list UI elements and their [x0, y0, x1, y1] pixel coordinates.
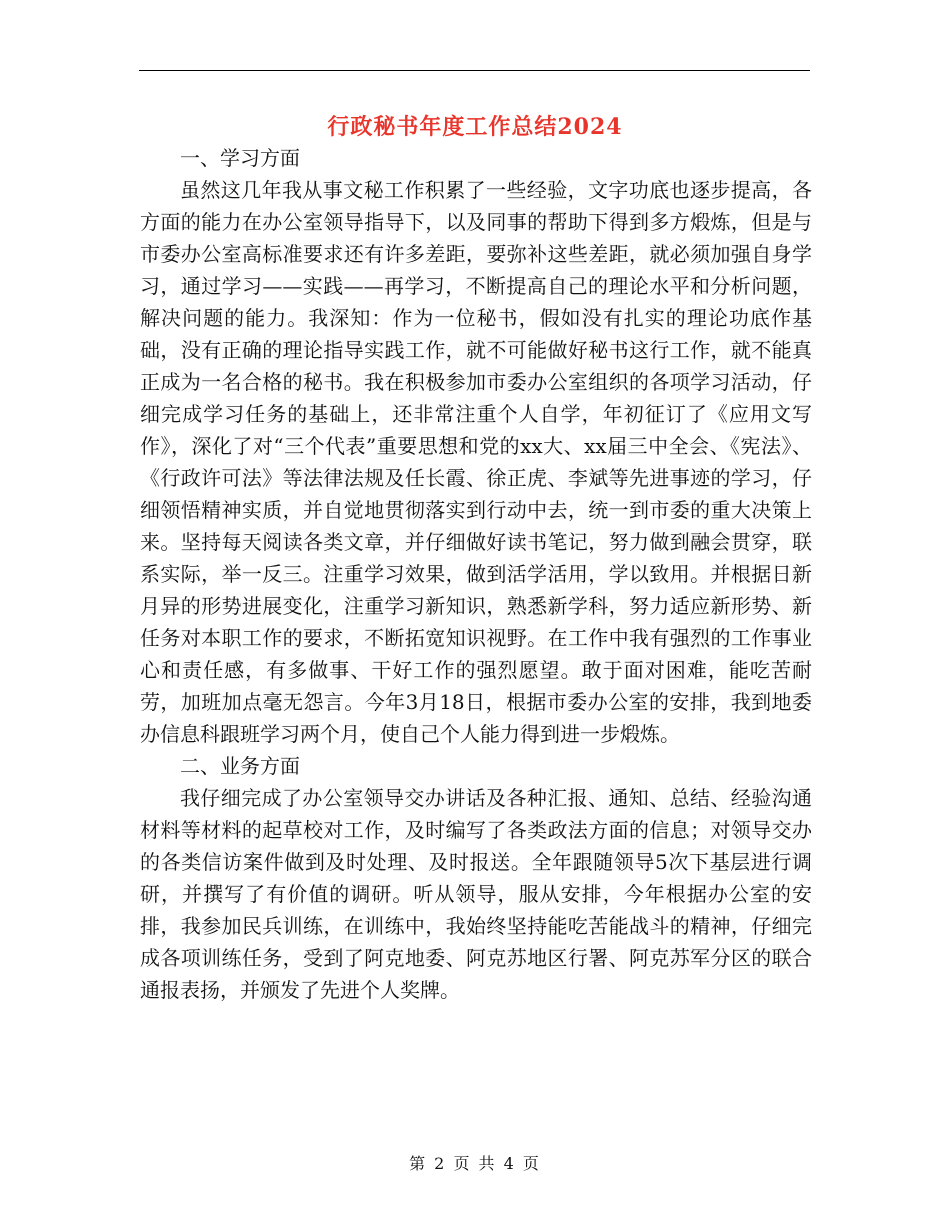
document-body	[140, 142, 812, 1006]
section-heading-business: 二、业务方面	[180, 754, 300, 778]
section-paragraph-business: 我仔细完成了办公室领导交办讲话及各种汇报、通知、总结、经验沟通材料等材料的起草校对工作，及时编写了各类政法方面的信息；对领导交办的各类信访案件做到及时处理、及时报送。全年跟随领导5次下基层进行调研，并撰写了有价值的调研。听从领导，服从安排，今年根据办公室的安排，我参加民兵训练，在训练中，我始终坚持能吃苦能战斗的精神，仔细完成各项训练任务，受到了阿克地委、阿克苏地区行署、阿克苏军分区的联合通报表扬，并颁发了先进个人奖牌。	[140, 786, 812, 1002]
document-title: 行政秘书年度工作总结2024	[327, 114, 623, 140]
section-paragraph-study: 虽然这几年我从事文秘工作积累了一些经验，文字功底也逐步提高，各方面的能力在办公室领导指导下，以及同事的帮助下得到多方煅炼，但是与市委办公室高标准要求还有许多差距，要弥补这些差距，就必须加强自身学习，通过学习——实践——再学习，不断提高自己的理论水平和分析问题，解决问题的能力。我深知：作为一位秘书，假如没有扎实的理论功底作基础，没有正确的理论指导实践工作，就不可能做好秘书这行工作，就不能真正成为一名合格的秘书。我在积极参加市委办公室组织的各项学习活动，仔细完成学习任务的基础上，还非常注重个人自学，年初征订了《应用文写作》，深化了对“三个代表”重要思想和党的xx大、xx届三中全会、《宪法》、《行政许可法》等法律法规及任长霞、徐正虎、李斌等先进事迹的学习，仔细领悟精神实质，并自觉地贯彻落实到行动中去，统一到市委的重大决策上来。坚持每天阅读各类文章，并仔细做好读书笔记，努力做到融会贯穿，联系实际，举一反三。注重学习效果，做到活学活用，学以致用。并根据日新月异的形势进展变化，注重学习新知识，熟悉新学科，努力适应新形势、新任务对本职工作的要求，不断拓宽知识视野。在工作中我有强烈的工作事业心和责任感，有多做事、干好工作的强烈愿望。敢于面对困难，能吃苦耐劳，加班加点毫无怨言。今年3月18日，根据市委办公室的安排，我到地委办信息科跟班学习两个月，使自己个人能力得到进一步煅炼。	[140, 178, 812, 746]
page-number-footer: 第 2 页 共 4 页	[409, 1154, 541, 1173]
section-heading-study: 一、学习方面	[180, 146, 300, 170]
header-rule	[139, 70, 810, 71]
